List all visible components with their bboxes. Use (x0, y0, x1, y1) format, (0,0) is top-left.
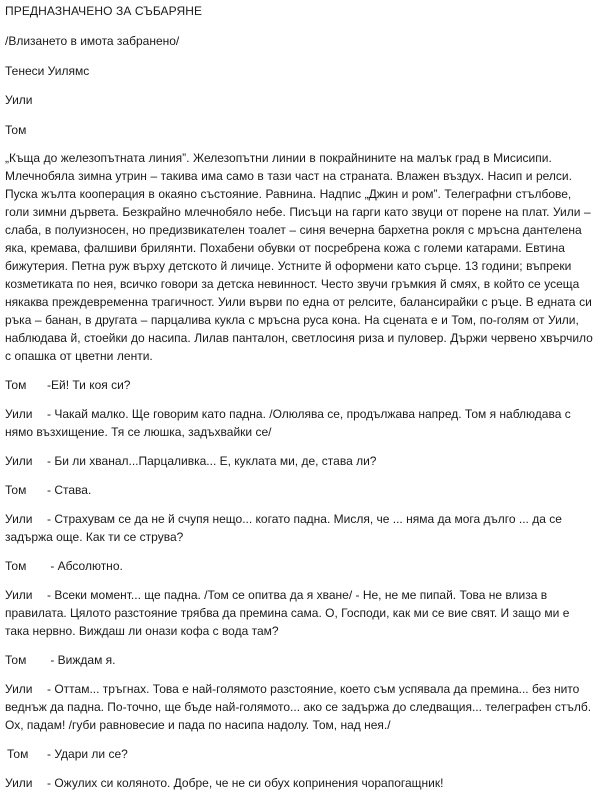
dialogue-line (5, 557, 596, 575)
speaker-name: Уили (5, 512, 33, 526)
dialogue-line (5, 651, 596, 669)
dialogue-line (5, 376, 596, 394)
dialogue-text: - Удари ли се? (47, 747, 128, 761)
play-author: Тенеси Уилямс (5, 64, 90, 78)
speaker-name: Уили (5, 682, 33, 696)
dialogue-line (5, 510, 596, 546)
stage-direction: „Къща до железопътната линия”. Железопътни линии в покрайнините на малък град в Мисисипи. Млечнобяла зимна утрин – такива има само в тази част на страната. Влажен въздух. Насип и релси. Пуска жълта кооперация в окаяно състояние. Равнина. Надпис „Джин и ром”. Телеграфни стълбове, голи зимни дървета. Безкрайно млечнобяло небе. Писъци на гарги като звуци от порене на плат. Уили – слаба, в полуизносен, но предизвикателен тоалет – синя вечерна бархетна рокля с мръсна дантелена яка, кремава, фалшиви брилянти. Похабени обувки от посребрена кожа с големи катарами. Евтина бижутерия. Петна руж върху детското й личице. Устните й оформени като сърце. 13 години; въпреки козметиката по нея, всичко говори за детска невинност. Често звучи гръмкия й смях, в който се усеща някаква преждевременна трагичност. Уили върви по една от релсите, балансирайки с ръце. В едната си ръка – банан, в другата – парцалива кукла с мръсна руса кона. На сцената е и Том, по-голям от Уили, наблюдава й, стоейки до насипа. Лилав панталон, светлосиня риза и пуловер. Държи червено хвърчило с опашка от цветни ленти. (5, 151, 593, 363)
dialogue-line (5, 774, 596, 792)
play-subtitle: /Влизането в имота забранено/ (5, 34, 180, 48)
dialogue-text: - Чакай малко. Ще говорим като падна. /Олюлява се, продължава напред. Том я наблюдава с нямо възхищение. Тя се люшка, задъхвайки се/ (5, 407, 571, 439)
dialogue-text: - Става. (47, 483, 92, 497)
speaker-name: Том (5, 483, 27, 497)
dialogue-list (5, 376, 596, 792)
dialogue-text: - Виждам я. (47, 653, 116, 667)
speaker-name: Уили (5, 588, 33, 602)
dialogue-line (5, 405, 596, 441)
dialogue-line (5, 680, 596, 734)
dialogue-text: -Ей! Ти коя си? (47, 378, 131, 392)
character-uili: Уили (5, 93, 33, 107)
speaker-name: Том (7, 747, 29, 761)
dialogue-text: - Би ли хванал...Парцаливка... Е, куклата ми, де, става ли? (47, 454, 377, 468)
dialogue-line (5, 586, 596, 640)
play-title: ПРЕДНАЗНАЧЕНО ЗА СЪБАРЯНЕ (5, 4, 203, 18)
speaker-name: Том (5, 653, 27, 667)
speaker-name: Том (5, 559, 27, 573)
dialogue-text: - Абсолютно. (47, 559, 123, 573)
dialogue-line (5, 452, 596, 470)
speaker-name: Уили (5, 407, 33, 421)
speaker-name: Уили (5, 776, 33, 790)
dialogue-text: - Всеки момент... ще падна. /Том се опитва да я хване/ - Не, не ме пипай. Това не влиза в правилата. Цялото разстояние трябва да премина сама. О, Господи, как ми се вие свят. И защо ми е така нервно. Виждаш ли онази кофа с вода там? (5, 588, 570, 638)
speaker-name: Уили (5, 454, 33, 468)
dialogue-text: - Оттам... тръгнах. Това е най-голямото разстояние, което съм успявала да премина... без нито веднъж да падна. По-точно, ще бъде най-голямото... ако се задържа до следващия... телеграфен стълб. Ох, падам! /губи равновесие и пада по насипа надолу. Том, над нея./ (5, 682, 592, 732)
character-tom: Том (5, 123, 27, 137)
dialogue-text: - Ожулих си коляното. Добре, че не си обух копринения чорапогащник! (47, 776, 444, 790)
dialogue-text: - Страхувам се да не й счупя нещо... когато падна. Мисля, че ... няма да мога дълго ... да се задържа още. Как ти се струва? (5, 512, 562, 544)
dialogue-line (5, 745, 596, 763)
speaker-name: Том (5, 378, 27, 392)
dialogue-line (5, 481, 596, 499)
